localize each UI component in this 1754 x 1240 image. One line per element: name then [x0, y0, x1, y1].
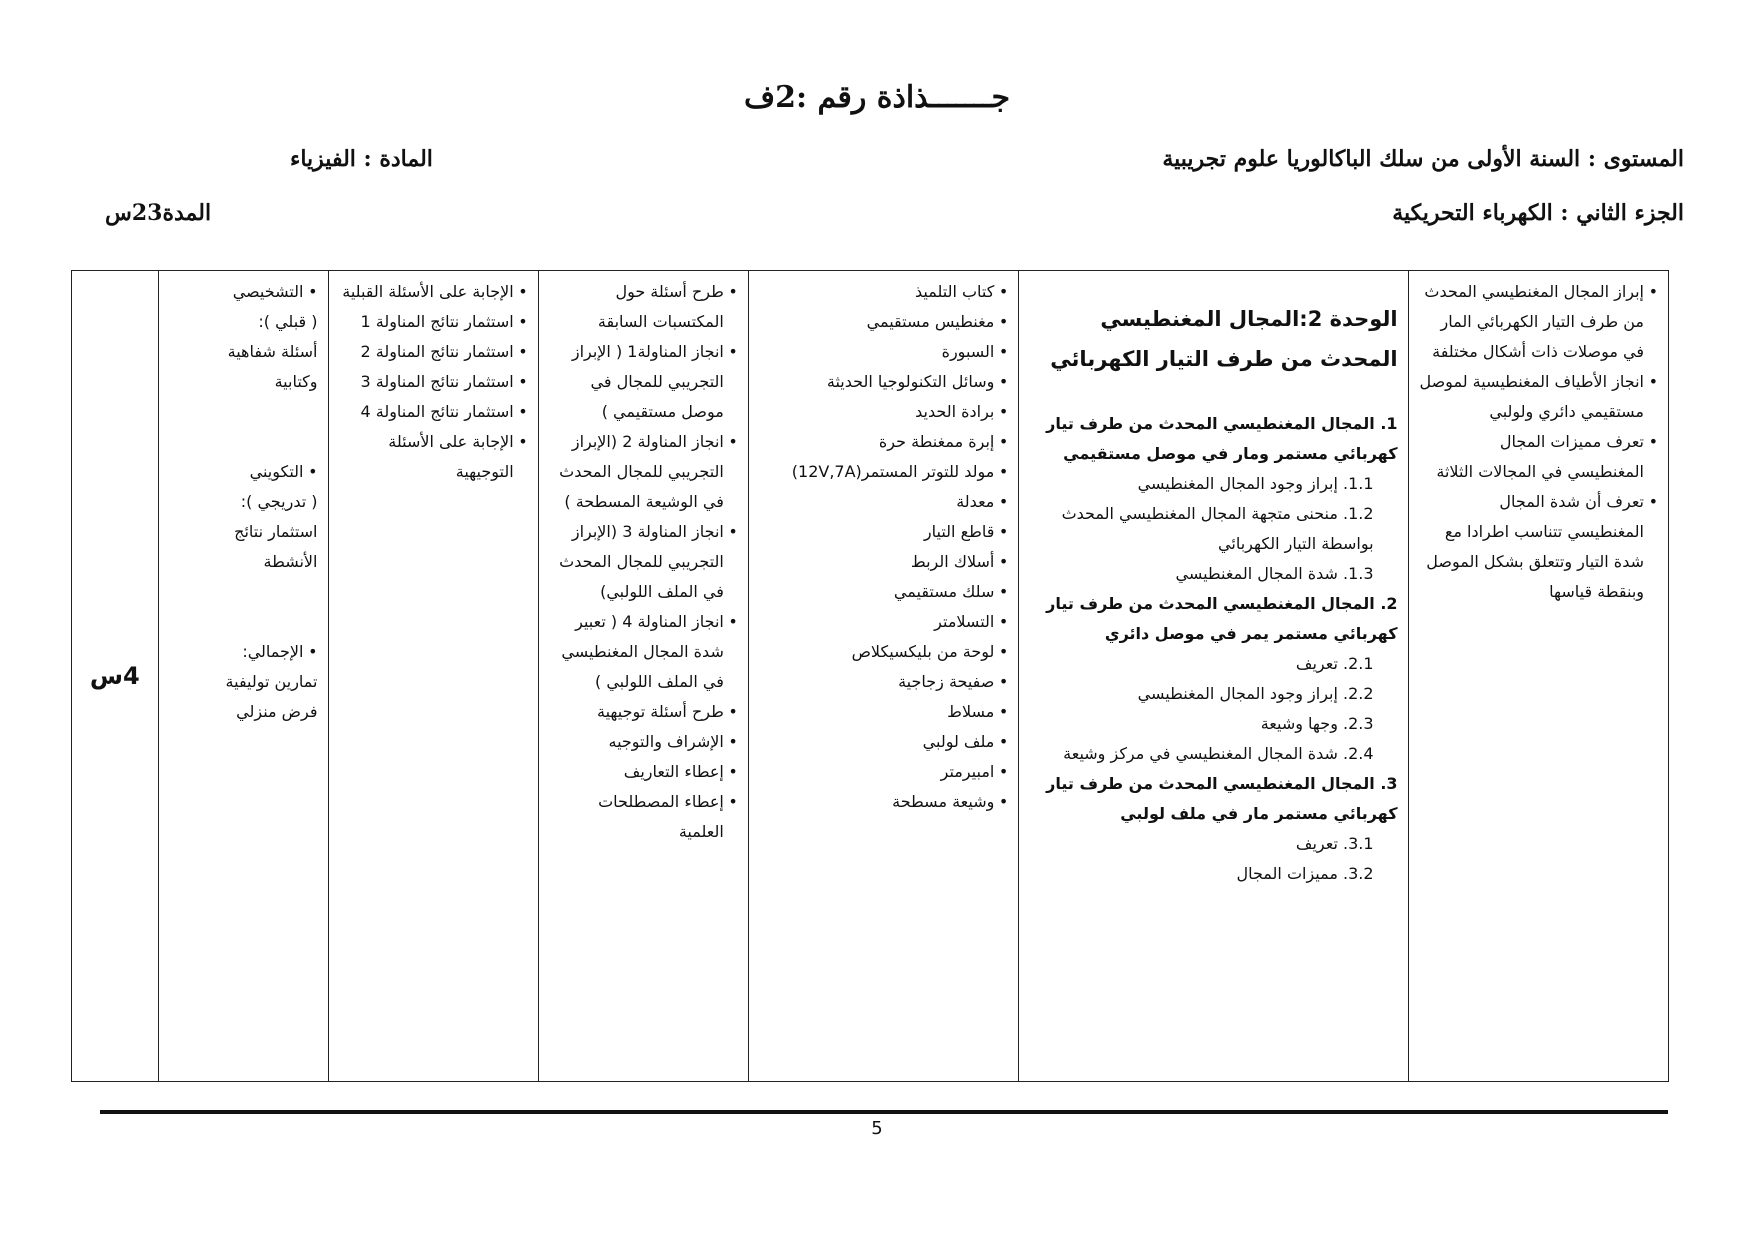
- objectives-cell: [1408, 271, 1668, 1082]
- list-item: • وسائل التكنولوجيا الحديثة: [759, 367, 1009, 397]
- page-number: 5: [871, 1118, 883, 1139]
- section-title: 1. المجال المغنطيسي المحدث من طرف تيار كهربائي مستمر ومار في موصل مستقيمي: [1046, 414, 1398, 463]
- footer-divider: [100, 1110, 1668, 1114]
- list-item: • مسلاط: [759, 697, 1009, 727]
- list-item: 2.4. شدة المجال المغنطيسي في مركز وشيعة: [1063, 744, 1374, 763]
- list-item: 1.1. إبراز وجود المجال المغنطيسي: [1137, 474, 1374, 493]
- list-item: 1.3. شدة المجال المغنطيسي: [1175, 564, 1374, 583]
- list-item: • الإشراف والتوجيه: [549, 727, 738, 757]
- list-item: • إبرة ممغنطة حرة: [759, 427, 1009, 457]
- page-title: جـــــــذاذة رقم :2ف: [744, 80, 1010, 115]
- tools-list: [759, 277, 1009, 817]
- list-item: • انجاز المناولة 3 (الإبراز التجريبي للمجال المحدث في الملف اللولبي): [549, 517, 738, 607]
- list-item: • استثمار نتائج المناولة 4: [339, 397, 528, 427]
- evaluation-line: أسئلة شفاهية: [227, 342, 318, 361]
- list-item: • طرح أسئلة توجيهية: [549, 697, 738, 727]
- level-label: المستوى : السنة الأولى من سلك الباكالوريا علوم تجريبية: [1162, 146, 1684, 172]
- list-item: • تعرف أن شدة المجال المغنطيسي تتناسب اطرادا مع شدة التيار وتتعلق بشكل الموصل وبنقطة قياسها: [1419, 487, 1658, 607]
- subject-label: المادة : الفيزياء: [290, 146, 433, 172]
- table-row: [72, 271, 1669, 1082]
- evaluation-type: • التشخيصي: [169, 277, 318, 307]
- list-item: • استثمار نتائج المناولة 1: [339, 307, 528, 337]
- list-item: • لوحة من بليكسيكلاص: [759, 637, 1009, 667]
- content-cell: [1019, 271, 1408, 1082]
- duration-label: المدة23س: [105, 200, 212, 226]
- list-item: • إعطاء التعاريف: [549, 757, 738, 787]
- lesson-plan-table: [71, 270, 1669, 1082]
- teacher-activities-list: [549, 277, 738, 847]
- list-item: • انجاز المناولة1 ( الإبراز التجريبي للمجال في موصل مستقيمي ): [549, 337, 738, 427]
- evaluation-line: استثمار نتائج: [234, 522, 318, 541]
- tools-cell: [748, 271, 1019, 1082]
- list-item: • صفيحة زجاجية: [759, 667, 1009, 697]
- section-title: 2. المجال المغنطيسي المحدث من طرف تيار كهربائي مستمر يمر في موصل دائري: [1046, 594, 1398, 643]
- list-item: • تعرف مميزات المجال المغنطيسي في المجالات الثلاثة: [1419, 427, 1658, 487]
- list-item: • مغنطيس مستقيمي: [759, 307, 1009, 337]
- list-item: 1.2. منحنى متجهة المجال المغنطيسي المحدث بواسطة التيار الكهربائي: [1061, 504, 1374, 553]
- list-item: • السبورة: [759, 337, 1009, 367]
- student-activities-cell: [328, 271, 538, 1082]
- teacher-activities-cell: [538, 271, 748, 1082]
- list-item: 3.1. تعريف: [1295, 834, 1374, 853]
- evaluation-line: تمارين توليفية: [225, 672, 318, 691]
- list-item: • كتاب التلميذ: [759, 277, 1009, 307]
- list-item: • التسلامتر: [759, 607, 1009, 637]
- evaluation-type: • الإجمالي:: [169, 637, 318, 667]
- list-item: • الإجابة على الأسئلة التوجيهية: [339, 427, 528, 487]
- summative-evaluation: [169, 637, 318, 727]
- list-item: • انجاز الأطياف المغنطيسية لموصل مستقيمي دائري ولولبي: [1419, 367, 1658, 427]
- section-title: 3. المجال المغنطيسي المحدث من طرف تيار كهربائي مستمر مار في ملف لولبي: [1046, 774, 1398, 823]
- time-cell: 4س: [72, 271, 159, 1082]
- list-item: • امبيرمتر: [759, 757, 1009, 787]
- list-item: • إبراز المجال المغنطيسي المحدث من طرف التيار الكهربائي المار في موصلات ذات أشكال مختلفة: [1419, 277, 1658, 367]
- evaluation-type: • التكويني: [169, 457, 318, 487]
- evaluation-line: وكتابية: [274, 372, 318, 391]
- list-item: • إعطاء المصطلحات العلمية: [549, 787, 738, 847]
- evaluation-cell: [158, 271, 328, 1082]
- part-label: الجزء الثاني : الكهرباء التحريكية: [1392, 200, 1684, 226]
- list-item: • وشيعة مسطحة: [759, 787, 1009, 817]
- list-item: • انجاز المناولة 2 (الإبراز التجريبي للمجال المحدث في الوشيعة المسطحة ): [549, 427, 738, 517]
- objectives-list: [1419, 277, 1658, 607]
- list-item: • سلك مستقيمي: [759, 577, 1009, 607]
- list-item: • معدلة: [759, 487, 1009, 517]
- list-item: • ملف لولبي: [759, 727, 1009, 757]
- list-item: • برادة الحديد: [759, 397, 1009, 427]
- list-item: • طرح أسئلة حول المكتسبات السابقة: [549, 277, 738, 337]
- list-item: 3.2. مميزات المجال: [1236, 864, 1374, 883]
- list-item: • انجاز المناولة 4 ( تعبير شدة المجال المغنطيسي في الملف اللولبي ): [549, 607, 738, 697]
- evaluation-list: [169, 277, 318, 307]
- evaluation-list: [169, 457, 318, 487]
- unit-title: الوحدة 2:المجال المغنطيسي المحدث من طرف التيار الكهربائي: [1050, 307, 1398, 371]
- list-item: • قاطع التيار: [759, 517, 1009, 547]
- list-item: • استثمار نتائج المناولة 2: [339, 337, 528, 367]
- list-item: 2.2. إبراز وجود المجال المغنطيسي: [1137, 684, 1374, 703]
- list-item: • أسلاك الربط: [759, 547, 1009, 577]
- list-item: • استثمار نتائج المناولة 3: [339, 367, 528, 397]
- student-activities-list: [339, 277, 528, 487]
- list-item: 2.3. وجها وشيعة: [1260, 714, 1374, 733]
- list-item: 2.1. تعريف: [1295, 654, 1374, 673]
- list-item: • مولد للتوتر المستمر(12V,7A): [759, 457, 1009, 487]
- evaluation-line: الأنشطة: [263, 552, 318, 571]
- evaluation-line: فرض منزلي: [236, 702, 318, 721]
- list-item: • الإجابة على الأسئلة القبلية: [339, 277, 528, 307]
- evaluation-line: ( تدريجي ):: [240, 492, 318, 511]
- formative-evaluation: [169, 457, 318, 577]
- evaluation-list: [169, 637, 318, 667]
- diagnostic-evaluation: [169, 277, 318, 397]
- evaluation-line: ( قبلي ):: [258, 312, 318, 331]
